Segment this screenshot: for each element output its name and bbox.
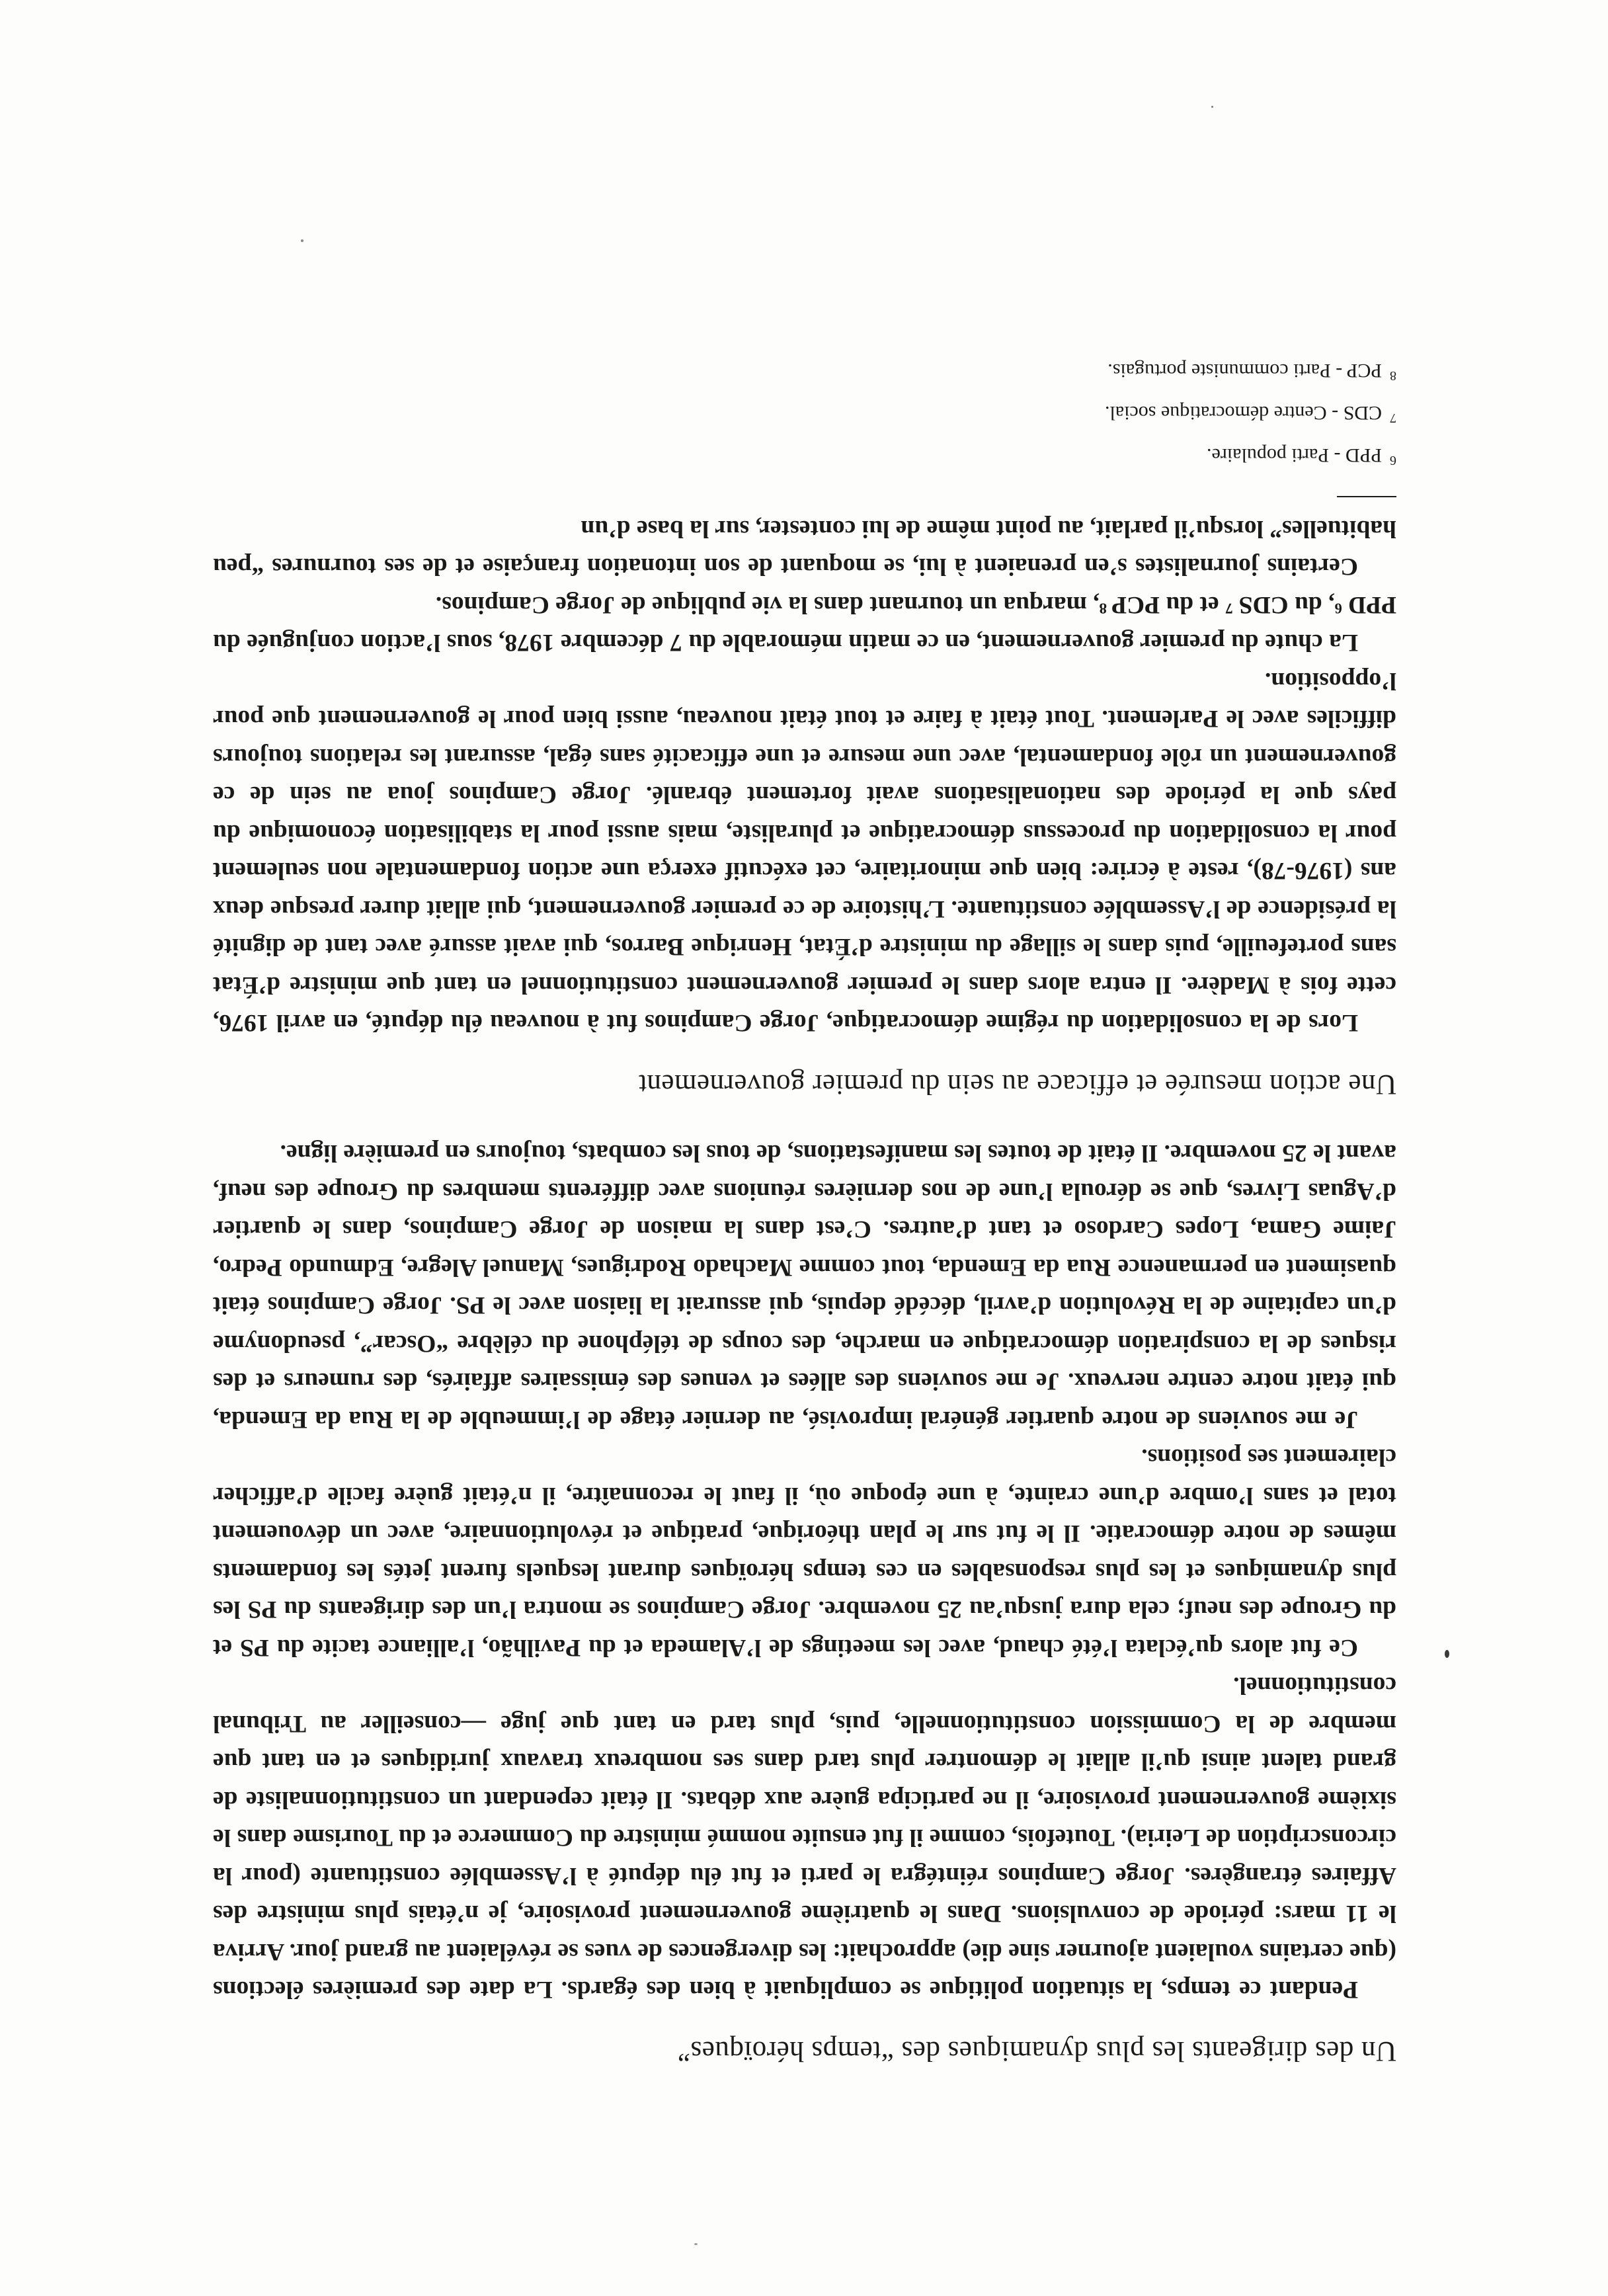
paragraph: Je me souviens de notre quartier général improvisé, au dernier étage de l’immeuble de la Rua da Emenda, qui était notre centre nerveux. Je me souviens des allées et venues des émissaires affairés, des rumeurs et des risques de la conspiration démocratique en marche, des coups de téléphone du célèbre “Oscar”, pseudonyme d’un capitaine de la Révolution d’avril, décédé depuis, qui assurait la liaison avec le PS. Jorge Campinos était quasiment en permanence Rua da Emenda, tout comme Machado Rodrigues, Manuel Alegre, Edmundo Pedro, Jaime Gama, Lopes Cardoso et tant d’autres. C’est dans la maison de Jorge Campinos, dans le quartier d’Aguas Livres, que se déroula l’une de nos dernières réunions avec différents membres du Groupe des neuf, avant le 25 novembre. Il était de toutes les manifestations, de tous les combats, toujours en première ligne. xyxy=(213,1139,1396,1433)
paragraph: Ce fut alors qu’éclata l’été chaud, avec les meetings de l’Alameda et du Pavilhão, l’alliance tacite du PS et du Groupe des neuf; cela dura jusqu’au 25 novembre. Jorge Campinos se montra l’un des dirigeants du PS les plus dynamiques et les plus responsables en ces temps héroïques durant lesquels furent jetés les fondaments mêmes de notre démocratie. Il le fut sur le plan théorique, pratique et révolutionnaire, avec un dévouement total et sans l’ombre d’une crainte, à une époque où, il faut le reconnaître, il n’était guère facile d’afficher clairement ses positions. xyxy=(213,1444,1396,1661)
footnotes xyxy=(213,352,1396,479)
paragraph: Lors de la consolidation du régime démocratique, Jorge Campinos fut à nouveau élu député, en avril 1976, cette fois à Madère. Il entra alors dans le premier gouvernement constitutionnel en tant que ministre d’État sans portefeuille, puis dans le sillage du ministre d’État, Henrique Barros, qui avait assuré avec tant de dignité la présidence de l’Assemblée constituante. L’histoire de ce premier gouvernement, qui allait durer presque deux ans (1976-78), reste à écrire: bien que minoritaire, cet exécutif exerça une action fondamentale non seulement pour la consolidation du processus démocratique et pluraliste, mais aussi pour la stabilisation économique du pays que la période des nationalisations avait fortement ébranlé. Jorge Campinos joua au sein de ce gouvernement un rôle fondamental, avec une mesure et une efficacité sans égal, assurant les relations toujours difficiles avec le Parlement. Tout était à faire et tout était nouveau, aussi bien pour le gouvernement que pour l’opposition. xyxy=(213,667,1396,1037)
footnote xyxy=(213,394,1396,436)
footnote xyxy=(213,352,1396,394)
page-content xyxy=(213,352,1396,2068)
paragraph: Pendant ce temps, la situation politique se compliquait à bien des égards. La date des premières élections (que certains voulaient ajourner sine die) approchait: les divergences de vues se révélaient au grand jour. Arriva le 11 mars: période de convulsions. Dans le quatrième gouvernement provisoire, je n’étais plus ministre des Affaires étrangères. Jorge Campinos réintégra le parti et fut élu député à l’Assemblée constituante (pour la circonscription de Leiria). Toutefois, comme il fut ensuite nommé ministre du Commerce et du Tourisme dans le sixième gouvernement provisoire, il ne participa guère aux débats. Il était cependant un constitutionnaliste de grand talent ainsi qu’il allait le démontrer plus tard dans ses nombreux travaux juridiques et en tant que membre de la Commission constitutionnelle, puis, plus tard en tant que juge —conseiller au Tribunal constitutionnel. xyxy=(213,1672,1396,2004)
paragraph: Certains journalistes s’en prenaient à lui, se moquant de son intonation française et de ses tournures “peu habituelles” lorsqu’il parlait, au point même de lui contester, sur la base d’un xyxy=(213,514,1396,581)
footnote-divider xyxy=(1337,496,1396,497)
section-heading: Une action mesurée et efficace au sein du premier gouvernement xyxy=(638,1068,1396,1100)
footnote-mark: 7 xyxy=(1390,411,1396,426)
section-heading: Un des dirigeants les plus dynamiques des “temps héroïques” xyxy=(677,2035,1396,2067)
paragraph: La chute du premier gouvernement, en ce matin mémorable du 7 décembre 1978, sous l’action conjuguée du PPD ⁶, du CDS ⁷ et du PCP ⁸, marqua un tournant dans la vie publique de Jorge Campinos. xyxy=(213,591,1396,657)
footnote xyxy=(213,436,1396,479)
footnote-text: PPD - Parti populaire. xyxy=(1207,444,1382,467)
footnote-mark: 6 xyxy=(1390,453,1396,468)
footnote-mark: 8 xyxy=(1390,368,1396,384)
footnote-text: CDS - Centre démocratique social. xyxy=(1104,402,1382,425)
footnote-text: PCP - Parti communiste portugais. xyxy=(1107,360,1382,382)
